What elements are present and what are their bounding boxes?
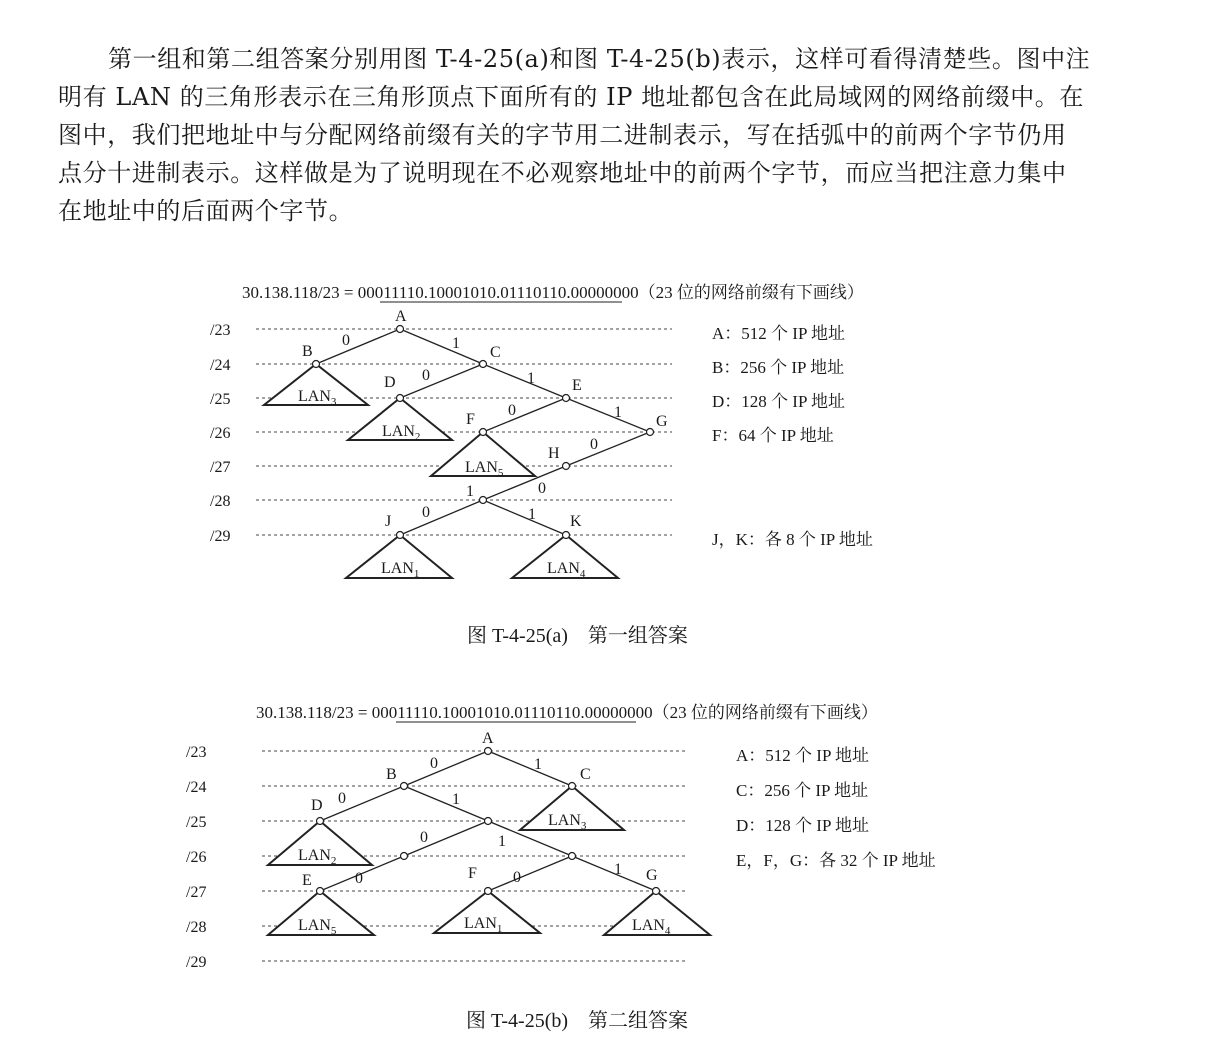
figure-b-bit-label: 1 bbox=[614, 861, 622, 878]
figure-b-caption: 图 T-4-25(b) 第二组答案 bbox=[466, 1010, 689, 1032]
figure-b-node-dot bbox=[485, 888, 492, 895]
figure-a-node-dot bbox=[563, 532, 570, 539]
figure-b-edge bbox=[320, 786, 404, 821]
figure-a-node-label: H bbox=[548, 445, 560, 462]
figure-b-bit-label: 0 bbox=[420, 829, 428, 846]
figure-a-info: B：256 个 IP 地址 bbox=[712, 358, 845, 377]
figure-b-node-dot bbox=[485, 818, 492, 825]
para-line-3: 图中，我们把地址中与分配网络前缀有关的字节用二进制表示，写在括弧中的前两个字节仍用 bbox=[58, 121, 1067, 149]
figure-b-node-dot bbox=[653, 888, 660, 895]
figure-b-node-label: C bbox=[580, 766, 591, 783]
figure-a-bit-label: 0 bbox=[422, 367, 430, 384]
figure-a-edge bbox=[566, 398, 650, 432]
para-line-1: 第一组和第二组答案分别用图 T-4-25(a)和图 T-4-25(b)表示，这样可看得清楚些。图中注 bbox=[108, 45, 1091, 73]
figure-a-node-dot bbox=[480, 497, 487, 504]
figure-a-node-label: B bbox=[302, 343, 313, 360]
figure-a-node-dot bbox=[480, 361, 487, 368]
figure-a-node-dot bbox=[563, 395, 570, 402]
figure-b bbox=[186, 703, 936, 1032]
figure-a-node-label: E bbox=[572, 377, 582, 394]
figure-b-edge bbox=[404, 786, 488, 821]
figure-b-node-label: G bbox=[646, 867, 658, 884]
figure-b-info: D：128 个 IP 地址 bbox=[736, 816, 870, 835]
figure-a-bit-label: 1 bbox=[528, 506, 536, 523]
figure-b-node-dot bbox=[569, 853, 576, 860]
figure-b-bit-label: 0 bbox=[355, 870, 363, 887]
figure-b-level-label: /28 bbox=[186, 919, 207, 936]
figure-a-bit-label: 0 bbox=[590, 436, 598, 453]
figure-b-node-label: F bbox=[468, 865, 477, 882]
figure-a-level-label: /26 bbox=[210, 425, 231, 442]
figure-a-node-dot bbox=[647, 429, 654, 436]
figure-a-info: F：64 个 IP 地址 bbox=[712, 426, 834, 445]
figure-a-node-dot bbox=[563, 463, 570, 470]
figure-b-node-dot bbox=[485, 748, 492, 755]
figure-a-edge bbox=[483, 500, 566, 535]
figure-b-formula: 30.138.118/23 = 00011110.10001010.01110110.00000000（23 位的网络前缀有下画线） bbox=[256, 703, 878, 722]
figure-a-edge bbox=[400, 364, 483, 398]
figure-a-info: A：512 个 IP 地址 bbox=[712, 324, 846, 343]
figure-b-edge bbox=[404, 821, 488, 856]
figure-a-formula: 30.138.118/23 = 00011110.10001010.01110110.00000000（23 位的网络前缀有下画线） bbox=[242, 283, 864, 302]
figure-a-bit-label: 0 bbox=[508, 402, 516, 419]
figure-a-level-label: /25 bbox=[210, 391, 231, 408]
figure-a-bit-label: 1 bbox=[527, 370, 535, 387]
figure-b-lan-label: $LAN_4$ bbox=[632, 917, 671, 937]
figure-b-lan-label: $LAN_2$ bbox=[298, 847, 337, 867]
figure-a-node-label: C bbox=[490, 344, 501, 361]
figure-b-node-label: A bbox=[482, 730, 494, 747]
figure-a-node-dot bbox=[313, 361, 320, 368]
figure-b-lan-label: $LAN_1$ bbox=[464, 915, 503, 935]
figure-b-bit-label: 0 bbox=[513, 869, 521, 886]
figure-a-node-dot bbox=[397, 532, 404, 539]
figure-b-node-dot bbox=[317, 888, 324, 895]
figure-b-node-dot bbox=[569, 783, 576, 790]
figure-a-edge bbox=[316, 329, 400, 364]
figure-a-edge bbox=[400, 500, 483, 535]
figure-b-bit-label: 1 bbox=[534, 756, 542, 773]
figure-a-node-dot bbox=[397, 326, 404, 333]
figure-a-edge bbox=[483, 398, 566, 432]
figure-b-node-dot bbox=[401, 853, 408, 860]
figure-a-bit-label: 1 bbox=[452, 335, 460, 352]
figure-b-level-label: /25 bbox=[186, 814, 207, 831]
figure-a-bit-label: 0 bbox=[538, 480, 546, 497]
figure-b-level-label: /27 bbox=[186, 884, 207, 901]
figure-a-node-label: F bbox=[466, 411, 475, 428]
figure-a-edge bbox=[400, 329, 483, 364]
figure-a-level-label: /28 bbox=[210, 493, 231, 510]
figure-b-bit-label: 0 bbox=[338, 790, 346, 807]
figure-a-edge bbox=[566, 432, 650, 466]
figure-a-bit-label: 1 bbox=[466, 483, 474, 500]
figure-a-lan-label: $LAN_5$ bbox=[465, 459, 504, 479]
figure-a-info: D：128 个 IP 地址 bbox=[712, 392, 846, 411]
figure-b-bit-label: 1 bbox=[498, 833, 506, 850]
figure-a-level-label: /23 bbox=[210, 322, 231, 339]
figure-b-node-dot bbox=[401, 783, 408, 790]
figure-b-level-label: /29 bbox=[186, 954, 207, 971]
figure-b-lan-label: $LAN_3$ bbox=[548, 812, 587, 832]
figure-b-level-label: /24 bbox=[186, 779, 207, 796]
figure-a-lan-label: $LAN_3$ bbox=[298, 388, 337, 408]
figure-b-info: C：256 个 IP 地址 bbox=[736, 781, 869, 800]
figure-a-caption: 图 T-4-25(a) 第一组答案 bbox=[467, 625, 688, 647]
figure-a-node-label: D bbox=[384, 374, 396, 391]
figure-b-edge bbox=[488, 856, 572, 891]
figure-a-node-label: A bbox=[395, 308, 407, 325]
figure-a-node-label: G bbox=[656, 413, 668, 430]
figure-b-node-label: E bbox=[302, 872, 312, 889]
figure-a-bit-label: 0 bbox=[422, 504, 430, 521]
para-line-5: 在地址中的后面两个字节。 bbox=[58, 197, 354, 225]
figure-b-level-label: /23 bbox=[186, 744, 207, 761]
figure-b-info: E，F，G：各 32 个 IP 地址 bbox=[736, 851, 936, 870]
figure-b-bit-label: 0 bbox=[430, 755, 438, 772]
para-line-2: 明有 LAN 的三角形表示在三角形顶点下面所有的 IP 地址都包含在此局域网的网络前缀中。在 bbox=[58, 83, 1085, 111]
figure-a-level-label: /29 bbox=[210, 528, 231, 545]
figure-b-level-label: /26 bbox=[186, 849, 207, 866]
figure-b-edge bbox=[404, 751, 488, 786]
figure-a-node-label: K bbox=[570, 513, 582, 530]
figure-a bbox=[210, 283, 873, 647]
figure-b-node-label: B bbox=[386, 766, 397, 783]
figure-a-level-label: /24 bbox=[210, 357, 231, 374]
figure-b-lan-label: $LAN_5$ bbox=[298, 917, 337, 937]
figure-a-lan-label: $LAN_2$ bbox=[382, 423, 421, 443]
figure-a-lan-label: $LAN_1$ bbox=[381, 560, 420, 580]
figure-b-info: A：512 个 IP 地址 bbox=[736, 746, 870, 765]
figure-a-edge bbox=[483, 364, 566, 398]
figure-b-edge bbox=[488, 751, 572, 786]
figure-a-node-dot bbox=[397, 395, 404, 402]
figure-a-node-label: J bbox=[385, 513, 392, 530]
figure-b-node-label: D bbox=[311, 797, 323, 814]
figure-b-bit-label: 1 bbox=[452, 791, 460, 808]
figure-a-bit-label: 0 bbox=[342, 332, 350, 349]
figure-a-lan-label: $LAN_4$ bbox=[547, 560, 586, 580]
figure-a-level-label: /27 bbox=[210, 459, 231, 476]
figure-a-bit-label: 1 bbox=[614, 404, 622, 421]
figure-a-node-dot bbox=[480, 429, 487, 436]
figure-a-info: J，K：各 8 个 IP 地址 bbox=[712, 530, 873, 549]
figure-b-node-dot bbox=[317, 818, 324, 825]
para-line-4: 点分十进制表示。这样做是为了说明现在不必观察地址中的前两个字节，而应当把注意力集中 bbox=[58, 159, 1067, 187]
